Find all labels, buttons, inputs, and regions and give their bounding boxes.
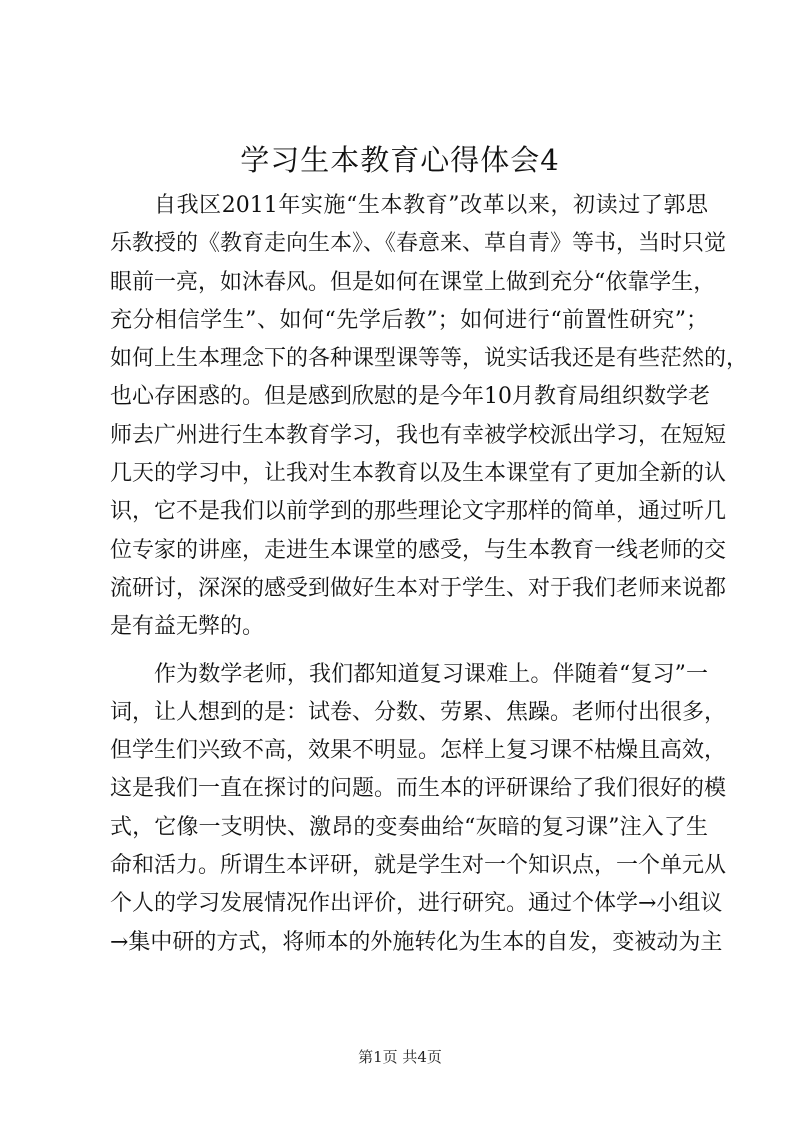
text-line: 几天的学习中，让我对生本教育以及生本课堂有了更加全新的认 xyxy=(110,461,727,487)
text-line: 式，它像一支明快、激昂的变奏曲给“灰暗的复习课”注入了生 xyxy=(110,814,708,840)
text-line: 命和活力。所谓生本评研，就是学生对一个知识点，一个单元从 xyxy=(110,853,727,879)
text-line: 流研讨，深深的感受到做好生本对于学生、对于我们老师来说都 xyxy=(110,575,727,601)
text-line: 乐教授的《教育走向生本》、《春意来、草自青》等书，当时只觉 xyxy=(110,231,727,257)
page-footer: 第1页 共4页 xyxy=(358,1048,442,1066)
text-line: →集中研的方式，将师本的外施转化为生本的自发，变被动为主 xyxy=(110,929,723,955)
text-line: 眼前一亮，如沐春风。但是如何在课堂上做到充分“依靠学生， xyxy=(110,269,716,295)
text-line: 是有益无弊的。 xyxy=(110,614,265,640)
text-line: 充分相信学生”、如何“先学后教”；如何进行“前置性研究”； xyxy=(110,307,708,333)
paragraph-2 xyxy=(110,656,727,962)
text-line: 如何上生本理念下的各种课型课等等，说实话我还是有些茫然的， xyxy=(110,346,749,372)
text-line: 识，它不是我们以前学到的那些理论文字那样的简单，通过听几 xyxy=(110,499,727,525)
text-line: 师去广州进行生本教育学习，我也有幸被学校派出学习，在短短 xyxy=(110,422,727,448)
paragraph-1 xyxy=(110,187,749,647)
text-line: 自我区2011年实施“生本教育”改革以来，初读过了郭思 xyxy=(154,193,708,218)
text-line: 词，让人想到的是：试卷、分数、劳累、焦躁。老师付出很多， xyxy=(110,699,727,725)
text-line: 也心存困惑的。但是感到欣慰的是今年10月教育局组织数学老 xyxy=(110,384,710,410)
text-line: 这是我们一直在探讨的问题。而生本的评研课给了我们很好的模 xyxy=(110,776,727,802)
text-line: 个人的学习发展情况作出评价，进行研究。通过个体学→小组议 xyxy=(110,891,723,917)
paragraph-gap xyxy=(110,647,708,656)
document-body xyxy=(110,187,749,962)
text-line: 位专家的讲座，走进生本课堂的感受，与生本教育一线老师的交 xyxy=(110,537,727,563)
text-line: 但学生们兴致不高，效果不明显。怎样上复习课不枯燥且高效， xyxy=(110,738,727,764)
text-line: 作为数学老师，我们都知道复习课难上。伴随着“复习”一 xyxy=(154,661,708,687)
document-title: 学习生本教育心得体会4 xyxy=(240,143,560,177)
